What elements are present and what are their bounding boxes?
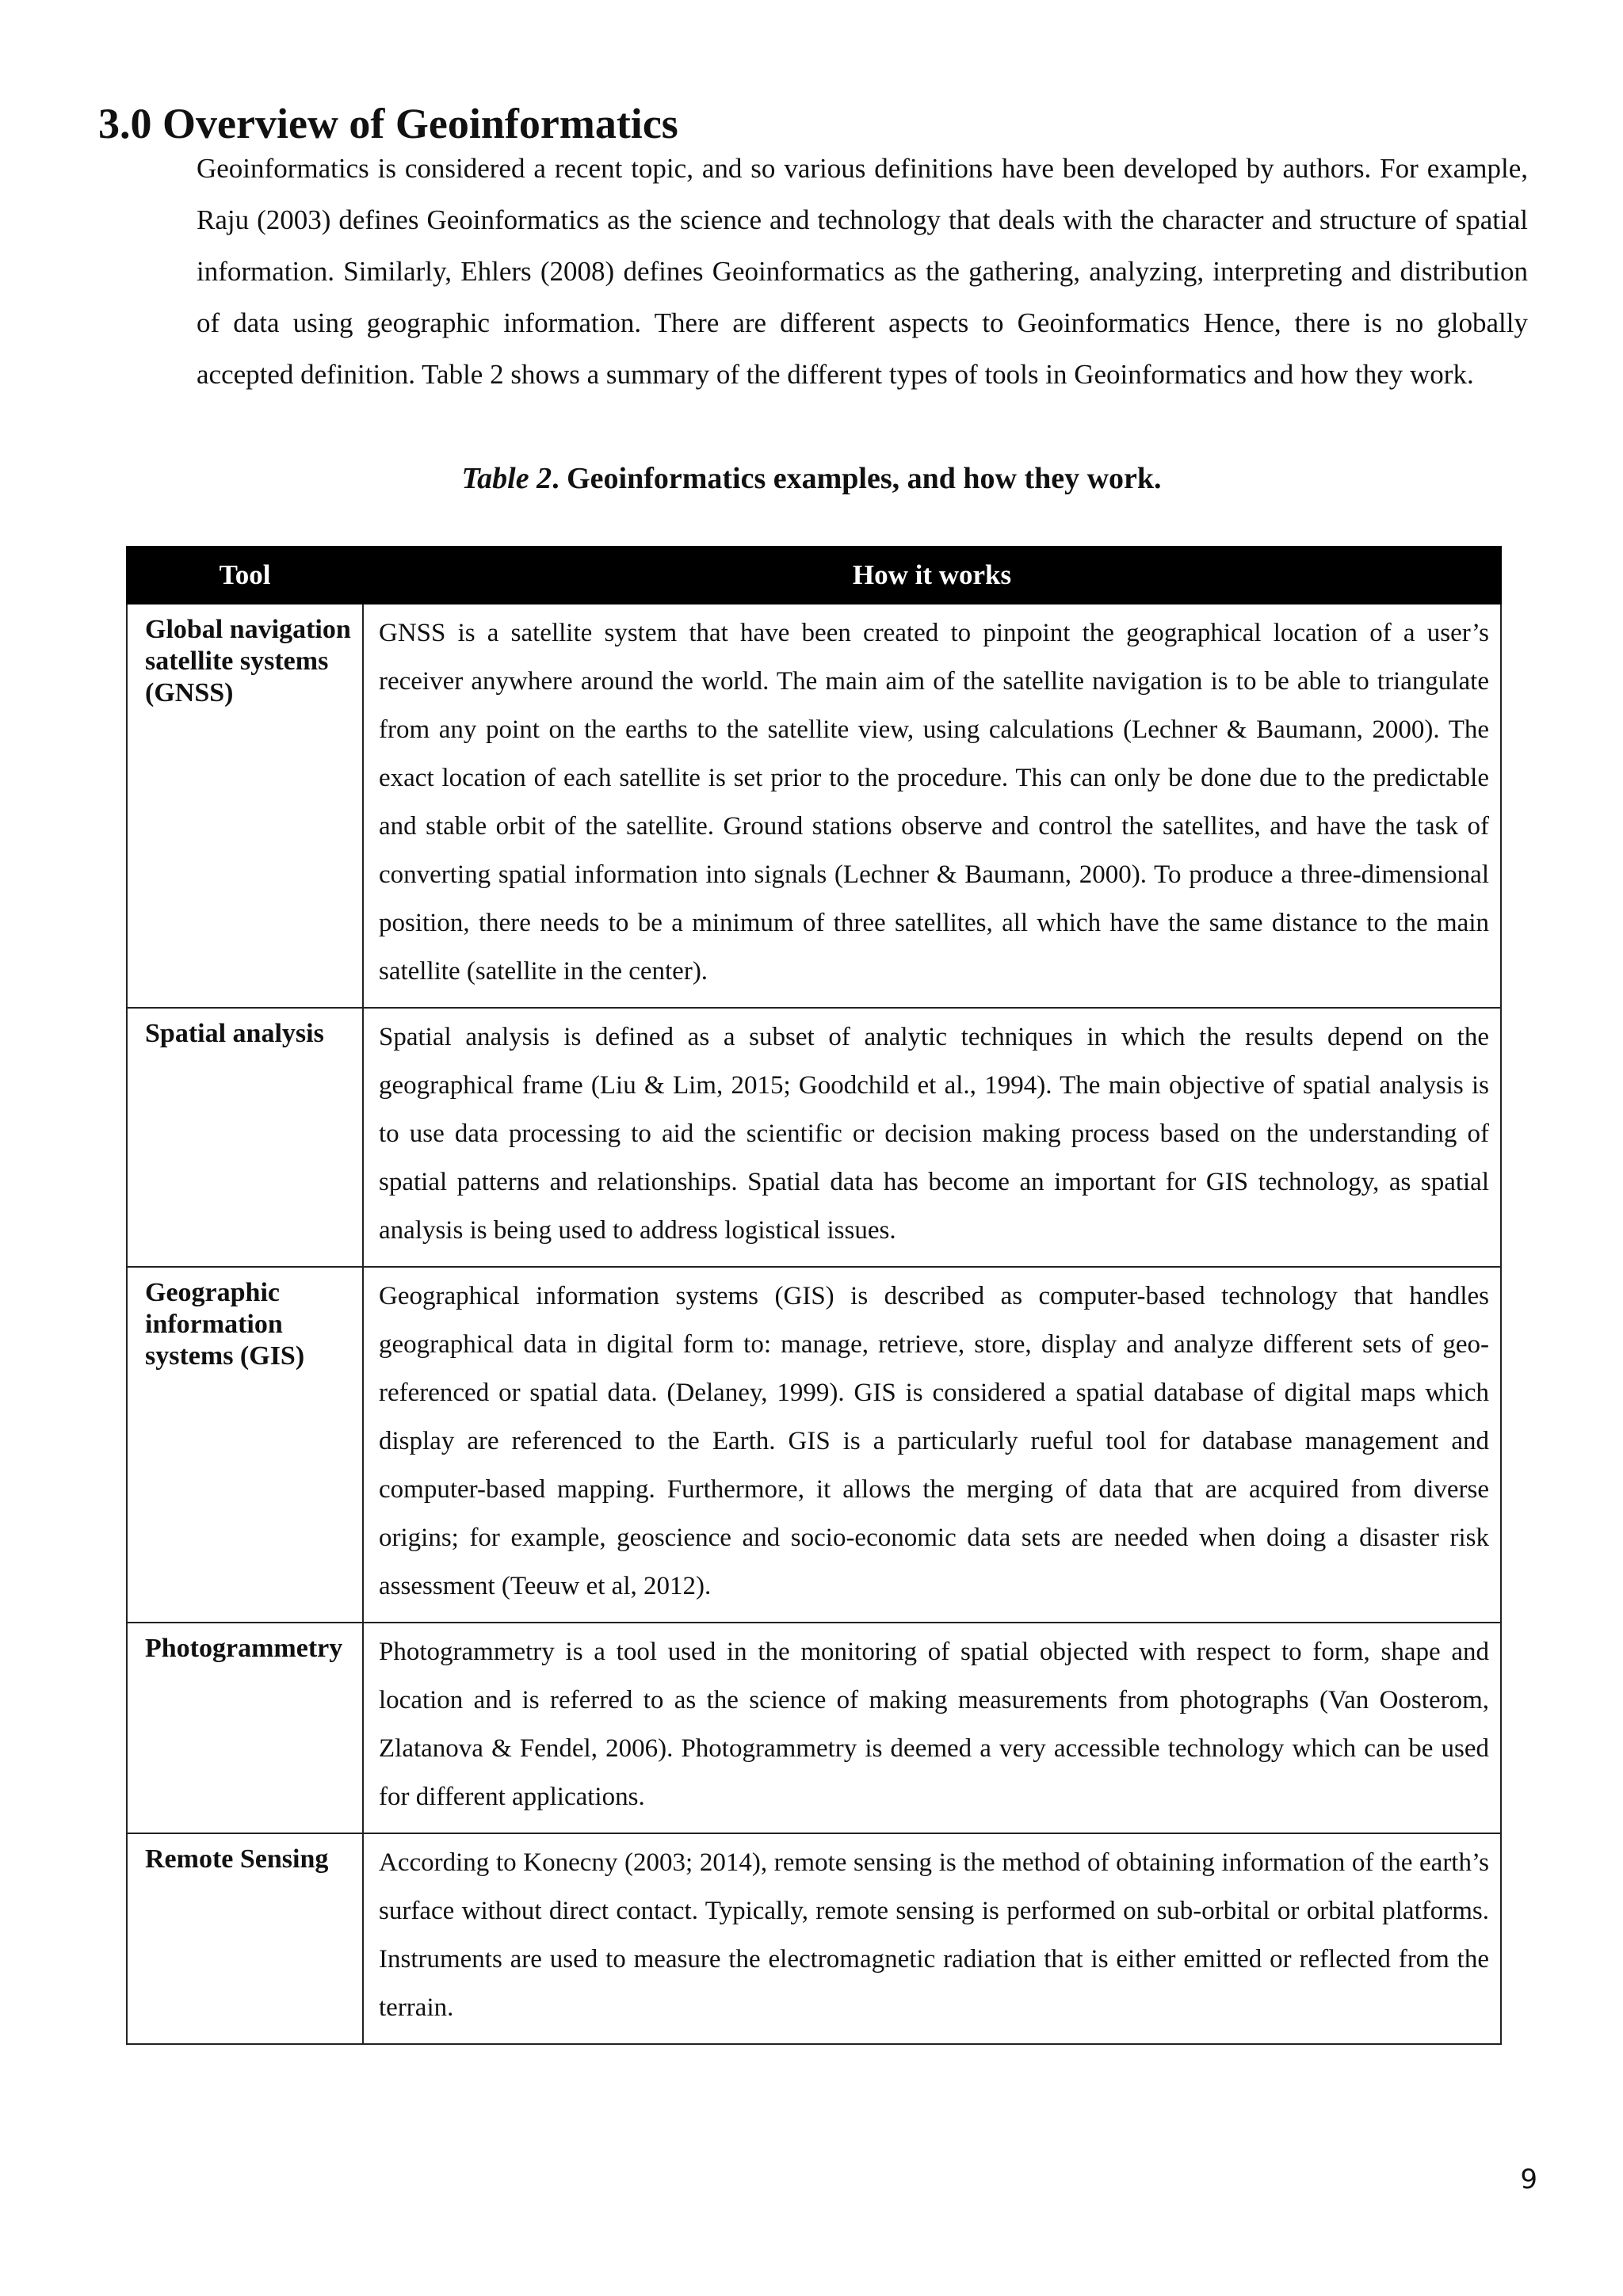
table-row (127, 1267, 1501, 1623)
section-heading: 3.0 Overview of Geoinformatics (98, 100, 678, 147)
description-cell: GNSS is a satellite system that have been created to pinpoint the geographical location of a user’s receiver anywhere around the world. The main aim of the satellite navigation is to be able to triangulate from any point on the earths to the satellite view, using calculations (Lechner & Baumann, 2000). The exact location of each satellite is set prior to the procedure. This can only be done due to the predictable and stable orbit of the satellite. Ground stations observe and control the satellites, and have the task of converting spatial information into signals (Lechner & Baumann, 2000). To produce a three-dimensional position, there needs to be a minimum of three satellites, all which have the same distance to the main satellite (satellite in the center). (363, 604, 1501, 1008)
table-row (127, 604, 1501, 1008)
geoinformatics-table (126, 546, 1502, 2045)
table-caption (0, 456, 1623, 502)
description-cell: Spatial analysis is defined as a subset of analytic techniques in which the results depend on the geographical frame (Liu & Lim, 2015; Goodchild et al., 1994). The main objective of spatial analysis is to use data processing to aid the scientific or decision making process based on the understanding of spatial patterns and relationships. Spatial data has become an important for GIS technology, as spatial analysis is being used to address logistical issues. (363, 1008, 1501, 1267)
description-cell: According to Konecny (2003; 2014), remote sensing is the method of obtaining information of the earth’s surface without direct contact. Typically, remote sensing is performed on sub-orbital or orbital platforms. Instruments are used to measure the electromagnetic radiation that is either emitted or reflected from the terrain. (363, 1833, 1501, 2044)
page-number: 9 (1520, 2164, 1537, 2195)
tool-cell: Geographic information systems (GIS) (127, 1267, 363, 1623)
column-header-how: How it works (363, 547, 1501, 604)
tool-cell: Global navigation satellite systems (GNSS) (127, 604, 363, 1008)
description-cell: Photogrammetry is a tool used in the monitoring of spatial objected with respect to form, shape and location and is referred to as the science of making measurements from photographs (Van Oosterom, Zlatanova & Fendel, 2006). Photogrammetry is deemed a very accessible technology which can be used for different applications. (363, 1623, 1501, 1833)
table-caption-text: . Geoinformatics examples, and how they work. (552, 462, 1162, 495)
table-header-row (127, 547, 1501, 604)
intro-paragraph: Geoinformatics is considered a recent topic, and so various definitions have been developed by authors. For example, Raju (2003) defines Geoinformatics as the science and technology that deals with the character and structure of spatial information. Similarly, Ehlers (2008) defines Geoinformatics as the gathering, analyzing, interpreting and distribution of data using geographic information. There are different aspects to Geoinformatics Hence, there is no globally accepted definition. Table 2 shows a summary of the different types of tools in Geoinformatics and how they work. (197, 153, 1528, 390)
table-row (127, 1833, 1501, 2044)
table-row (127, 1623, 1501, 1833)
table-caption-label: Table 2 (461, 462, 552, 495)
tool-cell: Spatial analysis (127, 1008, 363, 1267)
tool-cell: Remote Sensing (127, 1833, 363, 2044)
tool-cell: Photogrammetry (127, 1623, 363, 1833)
column-header-tool: Tool (127, 547, 363, 604)
description-cell: Geographical information systems (GIS) is described as computer-based technology that handles geographical data in digital form to: manage, retrieve, store, display and analyze different sets of geo-referenced or spatial data. (Delaney, 1999). GIS is considered a spatial database of digital maps which display are referenced to the Earth. GIS is a particularly rueful tool for database management and computer-based mapping. Furthermore, it allows the merging of data that are acquired from diverse origins; for example, geoscience and socio-economic data sets are needed when doing a disaster risk assessment (Teeuw et al, 2012). (363, 1267, 1501, 1623)
table-row (127, 1008, 1501, 1267)
